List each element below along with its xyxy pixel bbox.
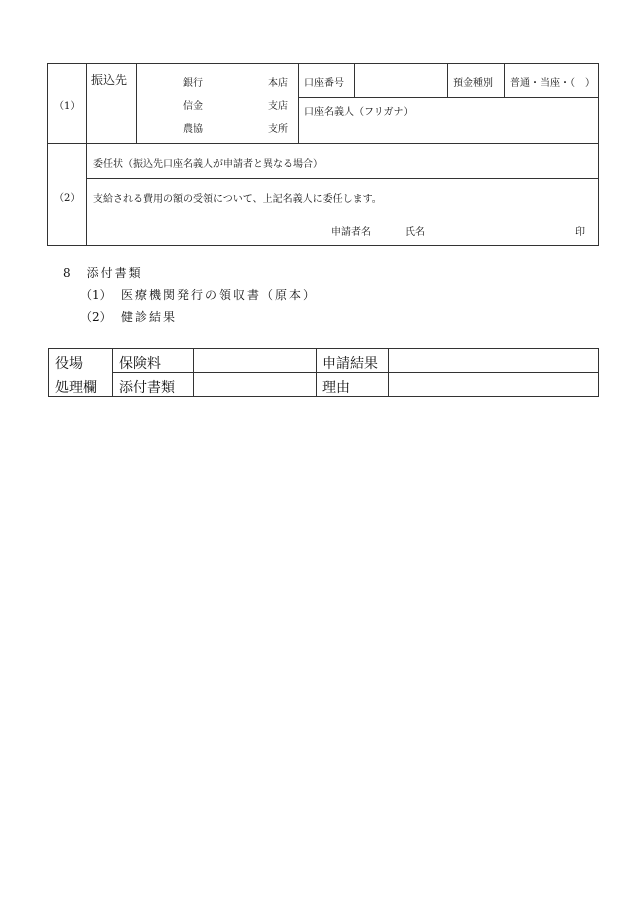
account-number-label: 口座番号 <box>304 78 344 89</box>
section-number-2: （2） <box>54 193 81 204</box>
account-holder-label: 口座名義人（フリガナ） <box>304 107 414 118</box>
deposit-type-options[interactable]: 普通・当座・（ ） <box>510 78 595 89</box>
delegation-statement: 支給される費用の額の受領について、上記名義人に委任します。 <box>93 194 382 205</box>
office-label-line2: 処理欄 <box>55 380 97 396</box>
credit-union-type-label: 信金 <box>183 101 203 112</box>
transfer-destination-label: 振込先 <box>91 73 128 87</box>
attachment-number: （2） <box>80 310 112 324</box>
reason-label: 理由 <box>322 380 350 396</box>
attachment-item: 健診結果 <box>121 310 178 324</box>
delegation-title: 委任状（振込先口座名義人が申請者と異なる場合） <box>93 159 323 170</box>
applicant-label: 申請者名 <box>331 227 371 238</box>
attached-documents-label: 添付書類 <box>119 380 175 396</box>
deposit-type-label: 預金種別 <box>453 78 493 89</box>
application-result-label: 申請結果 <box>322 356 378 372</box>
head-office-label: 本店 <box>268 78 288 89</box>
seal-mark: 印 <box>575 227 585 238</box>
bank-type-label: 銀行 <box>183 78 203 89</box>
attachments-heading: 8 添付書類 <box>63 266 143 280</box>
attachment-number: （1） <box>80 288 112 302</box>
insurance-label: 保険料 <box>119 356 161 372</box>
section-number-1: （1） <box>54 101 81 112</box>
branch-office-label: 支店 <box>268 101 288 112</box>
sub-branch-label: 支所 <box>268 124 288 135</box>
office-label-line1: 役場 <box>55 356 83 372</box>
agri-coop-type-label: 農協 <box>183 124 203 135</box>
name-label: 氏名 <box>405 227 425 238</box>
attachment-item: 医療機関発行の領収書（原本） <box>121 288 318 302</box>
